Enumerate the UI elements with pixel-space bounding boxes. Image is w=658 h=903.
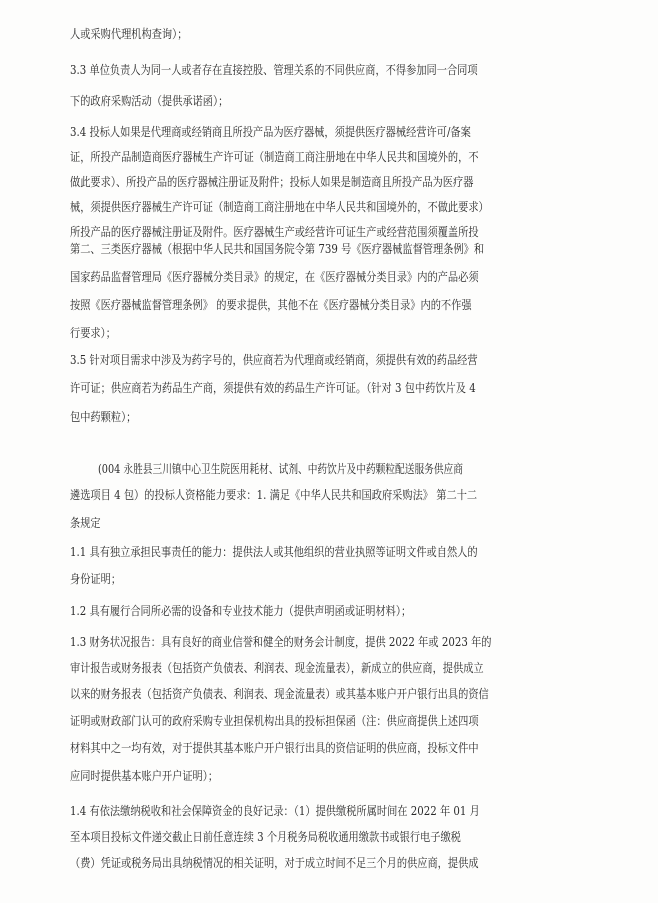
text-line-9: 第二、三类医疗器械（根据中华人民共和国国务院令第 739 号《医疗器械监督管理条例》和 [70,242,485,256]
text-line-24: 以来的财务报表（包括资产负债表、利润表、现金流量表）或其基本账户开户银行出具的资信 [70,687,489,701]
text-line-4: 3.4 投标人如果是代理商或经销商且所投产品为医疗器械，须提供医疗器械经营许可/备案 [70,125,471,139]
text-line-20: 身份证明； [70,572,122,586]
text-line-14: 许可证；供应商若为药品生产商，须提供有效的药品生产许可证。（针对 3 包中药饮片及 4 [70,381,476,395]
text-line-15: 包中药颗粒）； [70,410,137,424]
text-line-8: 所投产品的医疗器械注册证及附件。医疗器械生产或经营许可证生产或经营范围须覆盖所投 [70,225,479,239]
text-line-3: 下的政府采购活动（提供承诺函）； [70,94,229,108]
text-line-1: 人或采购代理机构查询）； [70,27,188,41]
text-line-26: 材料其中之一均有效，对于提供其基本账户开户银行出具的资信证明的供应商，投标文件中 [70,741,479,755]
text-line-30: （费）凭证或税务局出具纳税情况的相关证明，对于成立时间不足三个月的供应商，提供成 [70,856,479,870]
text-line-22: 1.3 财务状况报告：具有良好的商业信誉和健全的财务会计制度，提供 2022 年或 2023 年的 [70,635,492,649]
text-line-6: 做此要求）、所投产品的医疗器械注册证及附件；投标人如果是制造商且所投产品为医疗器 [70,175,474,189]
text-line-17: 遴选项目 4 包）的投标人资格能力要求：1. 满足《中华人民共和国政府采购法》 第二十二 [70,488,478,502]
text-line-29: 至本项目投标文件递交截止日前任意连续 3 个月税务局税收通用缴款书或银行电子缴税 [70,830,461,844]
text-line-11: 按照《医疗器械监督管理条例》 的要求提供，其他不在《医疗器械分类目录》内的不作强 [70,298,472,312]
text-line-27: 应同时提供基本账户开户证明）； [70,769,219,783]
text-line-19: 1.1 具有独立承担民事责任的能力：提供法人或其他组织的营业执照等证明文件或自然人的 [70,545,478,559]
text-line-12: 行要求）； [70,326,116,340]
text-line-23: 审计报告或财务报表（包括资产负债表、利润表、现金流量表），新成立的供应商，提供成立 [70,661,484,675]
text-line-28: 1.4 有依法缴纳税收和社会保障资金的良好记录：（1）提供缴税所属时间在 2022 年 01 月 [70,804,480,818]
text-line-18: 条规定 [70,516,101,530]
text-line-5: 证，所投产品制造商医疗器械生产许可证（制造商工商注册地在中华人民共和国境外的，不 [70,150,479,164]
text-line-16: (004 永胜县三川镇中心卫生院医用耗材、试剂、中药饮片及中药颗粒配送服务供应商 [98,462,463,476]
text-line-25: 证明或财政部门认可的政府采购专业担保机构出具的投标担保函（注：供应商提供上述四项 [70,714,479,728]
text-line-10: 国家药品监督管理局《医疗器械分类目录》的规定，在《医疗器械分类目录》内的产品必须 [70,270,479,284]
text-line-13: 3.5 针对项目需求中涉及为药字号的，供应商若为代理商或经销商，须提供有效的药品经营 [70,353,478,367]
text-line-21: 1.2 具有履行合同所必需的设备和专业技术能力（提供声明函或证明材料）； [70,604,412,618]
text-line-2: 3.3 单位负责人为同一人或者存在直接控股、管理关系的不同供应商，不得参加同一合同项 [70,63,478,77]
text-line-7: 械，须提供医疗器械生产许可证（制造商工商注册地在中华人民共和国境外的，不做此要求） [70,200,489,214]
